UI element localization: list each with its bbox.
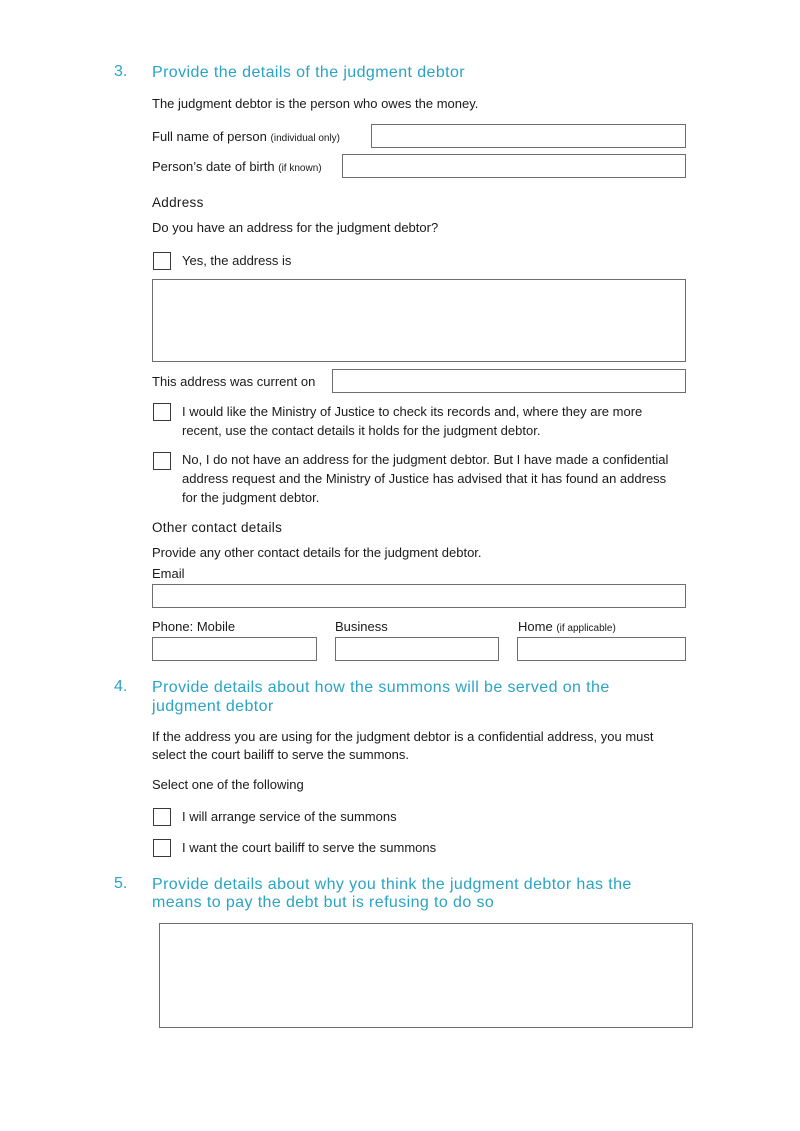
section-5-title-line1: Provide details about why you think the judgment debtor has the bbox=[152, 876, 632, 893]
dob-field[interactable] bbox=[342, 154, 686, 178]
current-on-field[interactable] bbox=[332, 369, 686, 393]
section-3-number: 3. bbox=[114, 63, 128, 80]
phone-home-hint: (if applicable) bbox=[556, 623, 616, 634]
dob-hint: (if known) bbox=[278, 163, 322, 174]
other-contact-heading: Other contact details bbox=[152, 520, 283, 535]
address-question: Do you have an address for the judgment debtor? bbox=[152, 220, 439, 235]
address-textarea[interactable] bbox=[152, 279, 686, 362]
phone-business-label: Business bbox=[335, 619, 388, 634]
arrange-service-label: I will arrange service of the summons bbox=[182, 809, 397, 824]
arrange-service-checkbox[interactable] bbox=[153, 808, 171, 826]
court-bailiff-checkbox[interactable] bbox=[153, 839, 171, 857]
section-4-intro-line2: select the court bailiff to serve the summons. bbox=[152, 747, 409, 762]
phone-mobile-label: Phone: Mobile bbox=[152, 619, 236, 634]
yes-address-checkbox[interactable] bbox=[153, 252, 171, 270]
section-4-title-line2: judgment debtor bbox=[152, 698, 274, 715]
section-4-title-line1: Provide details about how the summons will be served on the bbox=[152, 679, 610, 696]
email-label: Email bbox=[152, 566, 185, 581]
section-4-intro-line1: If the address you are using for the judgment debtor is a confidential address, you must bbox=[152, 729, 654, 744]
dob-label bbox=[152, 157, 322, 178]
email-field[interactable] bbox=[152, 584, 686, 608]
other-contact-intro: Provide any other contact details for the judgment debtor. bbox=[152, 545, 482, 560]
phone-home-label bbox=[518, 617, 616, 638]
no-address-label: No, I do not have an address for the judgment debtor. But I have made a confidential address request and the Ministry of Justice has advised that it has found an address for the judgment debtor. bbox=[182, 452, 669, 505]
phone-home-field[interactable] bbox=[517, 637, 686, 661]
current-on-label: This address was current on bbox=[152, 374, 316, 389]
no-address-checkbox[interactable] bbox=[153, 452, 171, 470]
full-name-label bbox=[152, 127, 340, 148]
section-4-number: 4. bbox=[114, 678, 128, 695]
moj-check-checkbox[interactable] bbox=[153, 403, 171, 421]
yes-address-label: Yes, the address is bbox=[182, 253, 292, 268]
phone-mobile-field[interactable] bbox=[152, 637, 317, 661]
dob-label-text: Person’s date of birth bbox=[152, 159, 275, 174]
section-5-title-line2: means to pay the debt but is refusing to do so bbox=[152, 894, 495, 911]
full-name-field[interactable] bbox=[371, 124, 686, 148]
select-prompt: Select one of the following bbox=[152, 777, 304, 792]
moj-check-label: I would like the Ministry of Justice to check its records and, where they are more recent, use the contact details it holds for the judgment debtor. bbox=[182, 404, 643, 438]
phone-home-label-text: Home bbox=[518, 619, 553, 634]
section-5-number: 5. bbox=[114, 875, 128, 892]
address-heading: Address bbox=[152, 195, 204, 210]
full-name-hint: (individual only) bbox=[270, 133, 341, 144]
full-name-label-text: Full name of person bbox=[152, 129, 267, 144]
court-bailiff-label: I want the court bailiff to serve the summons bbox=[182, 840, 437, 855]
section-3-title: Provide the details of the judgment debtor bbox=[152, 64, 465, 81]
refusal-details-textarea[interactable] bbox=[159, 923, 693, 1028]
section-3-intro: The judgment debtor is the person who owes the money. bbox=[152, 96, 479, 111]
phone-business-field[interactable] bbox=[335, 637, 499, 661]
